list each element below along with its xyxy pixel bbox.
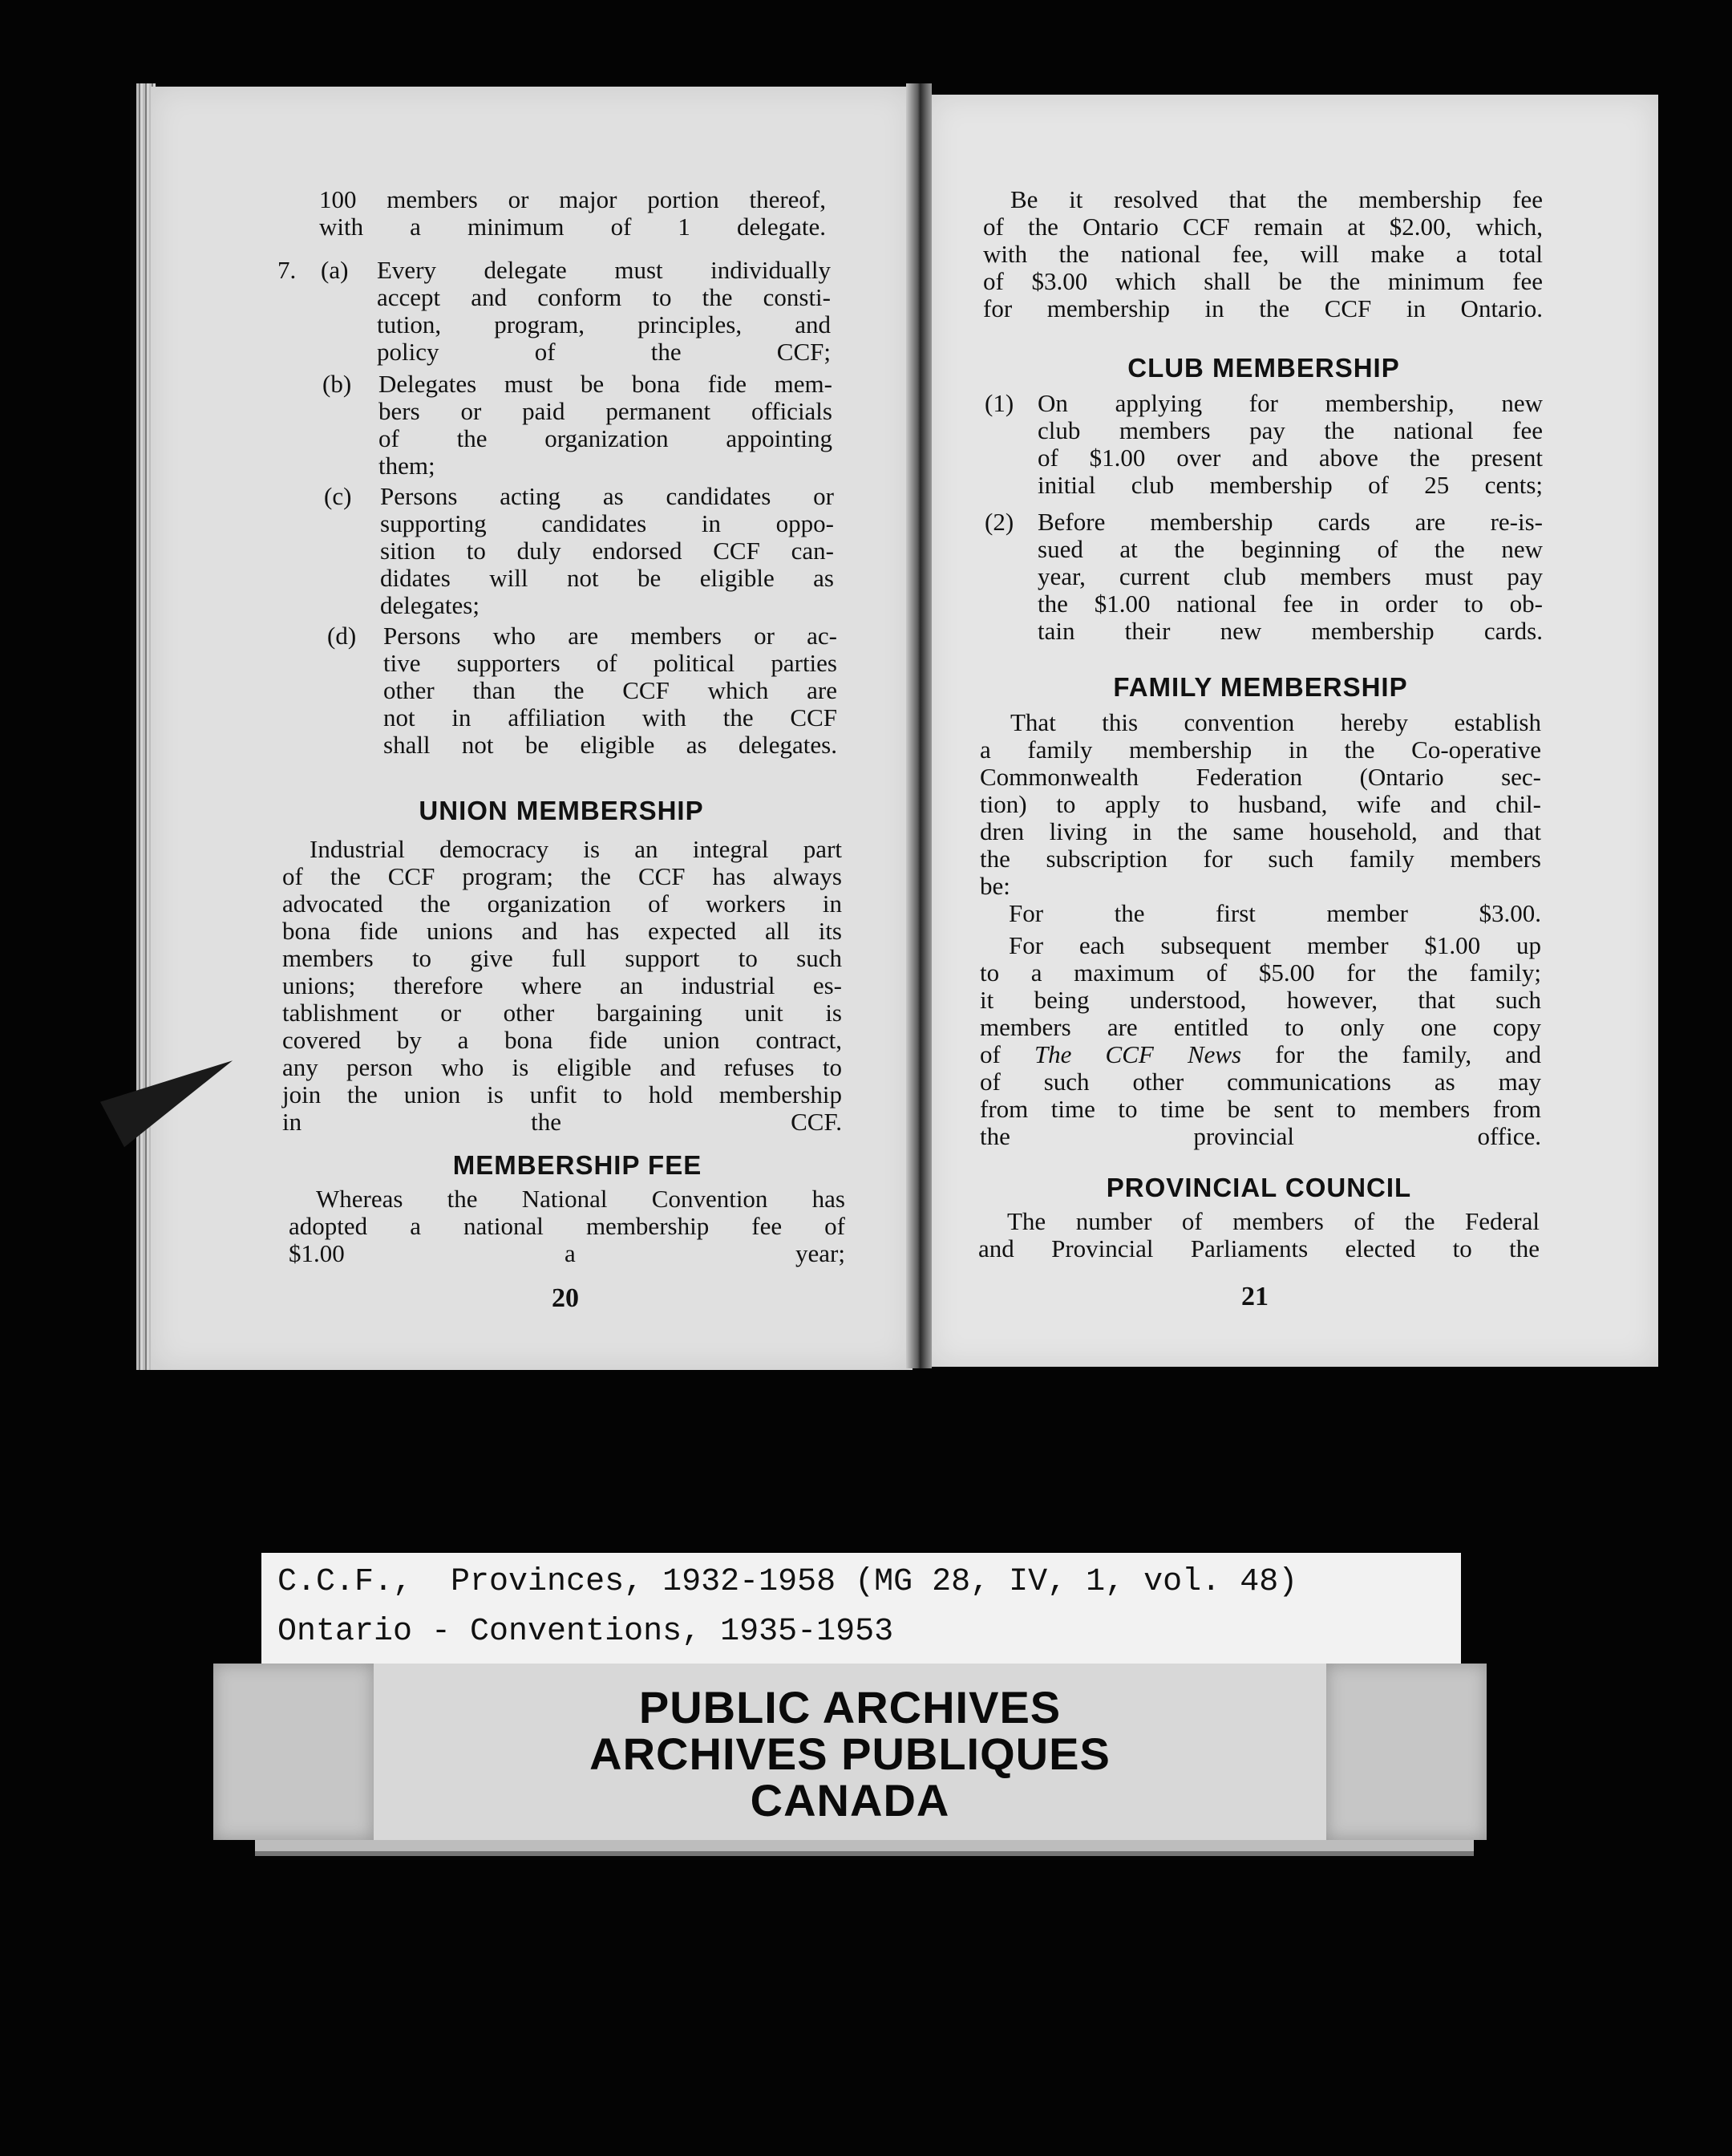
text-line: year, current club members must pay bbox=[1038, 562, 1543, 590]
family-membership-paragraph bbox=[980, 709, 1541, 1150]
text-line: unions; therefore where an industrial es- bbox=[282, 971, 842, 999]
text-line: shall not be eligible as delegates. bbox=[383, 731, 837, 759]
text-line: it being understood, however, that such bbox=[980, 986, 1541, 1014]
archive-stamp-band bbox=[213, 1664, 1487, 1840]
text-line: Delegates must be bona fide mem- bbox=[378, 370, 832, 398]
text-line: policy of the CCF; bbox=[377, 338, 831, 366]
text-line: join the union is unfit to hold membership bbox=[282, 1080, 842, 1108]
text-line: a family membership in the Co-operative bbox=[980, 736, 1541, 764]
text-line: of such other communications as may bbox=[980, 1068, 1541, 1096]
catalog-line-2: Ontario - Conventions, 1935-1953 bbox=[277, 1614, 894, 1650]
text-line: For each subsequent member $1.00 up bbox=[1009, 931, 1541, 959]
item-label: (d) bbox=[327, 622, 357, 650]
item-label: (a) bbox=[321, 256, 349, 284]
text-line: supporting candidates in oppo- bbox=[380, 509, 834, 537]
club-item-1 bbox=[985, 390, 1543, 499]
text-line: not in affiliation with the CCF bbox=[383, 703, 837, 732]
item-label: (c) bbox=[324, 482, 352, 510]
text-line: with a minimum of 1 delegate. bbox=[319, 213, 826, 241]
text-line: to a maximum of $5.00 for the family; bbox=[980, 958, 1541, 987]
text-line: Persons who are members or ac- bbox=[383, 622, 837, 650]
text-line: 100 members or major portion thereof, bbox=[319, 185, 826, 213]
text-line: with the national fee, will make a total bbox=[983, 240, 1543, 268]
text-line: adopted a national membership fee of bbox=[289, 1212, 845, 1240]
text-line: them; bbox=[378, 452, 435, 480]
text-line: tive supporters of political parties bbox=[383, 649, 837, 677]
text-line: members to give full support to such bbox=[282, 944, 842, 972]
family-membership-heading: FAMILY MEMBERSHIP bbox=[1113, 672, 1408, 702]
text-line: bers or paid permanent officials bbox=[378, 397, 832, 425]
text-line: of $1.00 over and above the present bbox=[1038, 444, 1543, 472]
membership-fee-heading: MEMBERSHIP FEE bbox=[452, 1150, 702, 1180]
text-line: covered by a bona fide union contract, bbox=[282, 1026, 842, 1054]
union-membership-heading: UNION MEMBERSHIP bbox=[419, 796, 704, 825]
text-line: members are entitled to only one copy bbox=[980, 1013, 1541, 1041]
text-line bbox=[980, 1041, 1541, 1068]
stamp-line-1: PUBLIC ARCHIVES bbox=[638, 1682, 1062, 1732]
text-line: Persons acting as candidates or bbox=[380, 482, 834, 510]
catalog-card bbox=[261, 1553, 1461, 1670]
union-membership-paragraph bbox=[282, 836, 842, 1136]
text-line: of the organization appointing bbox=[378, 424, 832, 452]
membership-fee-paragraph bbox=[289, 1185, 845, 1267]
text-line: tion) to apply to husband, wife and chil- bbox=[980, 790, 1541, 818]
text-line: Every delegate must individually bbox=[377, 256, 831, 284]
text-line: Be it resolved that the membership fee bbox=[1010, 185, 1543, 213]
text-line: for membership in the CCF in Ontario. bbox=[983, 294, 1543, 322]
text-line: advocated the organization of workers in bbox=[282, 890, 842, 918]
item-7a bbox=[321, 257, 831, 366]
text-line: of $3.00 which shall be the minimum fee bbox=[983, 267, 1543, 295]
catalog-line-1: C.C.F., Provinces, 1932-1958 (MG 28, IV, 1, vol. 48) bbox=[277, 1564, 1298, 1600]
text-line: tution, program, principles, and bbox=[377, 310, 831, 338]
text-fragment: of bbox=[980, 1040, 1034, 1068]
text-line: That this convention hereby establish bbox=[1010, 708, 1541, 736]
text-line: club members pay the national fee bbox=[1038, 416, 1543, 444]
band-shadow bbox=[255, 1840, 1474, 1851]
text-line: $1.00 a year; bbox=[289, 1239, 845, 1267]
text-line: Commonwealth Federation (Ontario sec- bbox=[980, 763, 1541, 791]
item-7d bbox=[327, 622, 837, 759]
publication-title: The CCF News bbox=[1034, 1040, 1242, 1068]
text-line: tain their new membership cards. bbox=[1038, 617, 1543, 645]
text-fragment: for the family, and bbox=[1241, 1040, 1541, 1068]
text-line: Industrial democracy is an integral part bbox=[310, 835, 842, 863]
text-line: dren living in the same household, and that bbox=[980, 817, 1541, 845]
intro-paragraph bbox=[319, 186, 826, 241]
text-line: didates will not be eligible as bbox=[380, 564, 834, 592]
archive-stamp-text bbox=[374, 1684, 1326, 1824]
page-number-right: 21 bbox=[1241, 1282, 1269, 1311]
text-line: On applying for membership, new bbox=[1038, 389, 1543, 417]
item-label: (b) bbox=[322, 370, 352, 398]
item-number-7: 7. bbox=[277, 256, 297, 284]
text-line: of the CCF program; the CCF has always bbox=[282, 862, 842, 890]
text-line: the $1.00 national fee in order to ob- bbox=[1038, 590, 1543, 618]
text-line: initial club membership of 25 cents; bbox=[1038, 471, 1543, 499]
page-number-left: 20 bbox=[552, 1283, 579, 1313]
resolution-paragraph bbox=[983, 186, 1543, 322]
text-line: the provincial office. bbox=[980, 1122, 1541, 1150]
text-line: sued at the beginning of the new bbox=[1038, 535, 1543, 563]
club-item-2 bbox=[985, 509, 1543, 645]
text-line: delegates; bbox=[380, 591, 480, 619]
item-label: (2) bbox=[985, 508, 1014, 536]
book-gutter bbox=[906, 83, 932, 1368]
text-line: other than the CCF which are bbox=[383, 676, 837, 704]
provincial-council-paragraph bbox=[978, 1208, 1540, 1262]
text-line: The number of members of the Federal bbox=[1007, 1207, 1540, 1235]
text-line: from time to time be sent to members from bbox=[980, 1095, 1541, 1123]
band-shadow-dark bbox=[255, 1851, 1474, 1856]
provincial-council-heading: PROVINCIAL COUNCIL bbox=[1106, 1173, 1412, 1202]
text-line: Whereas the National Convention has bbox=[316, 1185, 845, 1213]
stamp-line-3: CANADA bbox=[750, 1775, 950, 1826]
first-member-fee: For the first member $3.00. bbox=[1009, 899, 1541, 927]
text-line: be: bbox=[980, 872, 1010, 900]
text-line: tablishment or other bargaining unit is bbox=[282, 999, 842, 1027]
text-line: bona fide unions and has expected all its bbox=[282, 917, 842, 945]
item-7c bbox=[324, 483, 834, 619]
text-line: of the Ontario CCF remain at $2.00, which, bbox=[983, 213, 1543, 241]
text-line: the subscription for such family members bbox=[980, 845, 1541, 873]
text-line: in the CCF. bbox=[282, 1108, 842, 1136]
item-7b bbox=[322, 371, 832, 480]
club-membership-heading: CLUB MEMBERSHIP bbox=[1127, 353, 1400, 383]
text-line: any person who is eligible and refuses to bbox=[282, 1053, 842, 1081]
text-line: accept and conform to the consti- bbox=[377, 283, 831, 311]
text-line: sition to duly endorsed CCF can- bbox=[380, 537, 834, 565]
band-tab-right bbox=[1326, 1664, 1487, 1840]
band-tab-left bbox=[213, 1664, 374, 1840]
stamp-line-2: ARCHIVES PUBLIQUES bbox=[589, 1728, 1111, 1779]
text-line: and Provincial Parliaments elected to the bbox=[978, 1234, 1540, 1262]
item-label: (1) bbox=[985, 389, 1014, 417]
text-line: Before membership cards are re-is- bbox=[1038, 508, 1543, 536]
